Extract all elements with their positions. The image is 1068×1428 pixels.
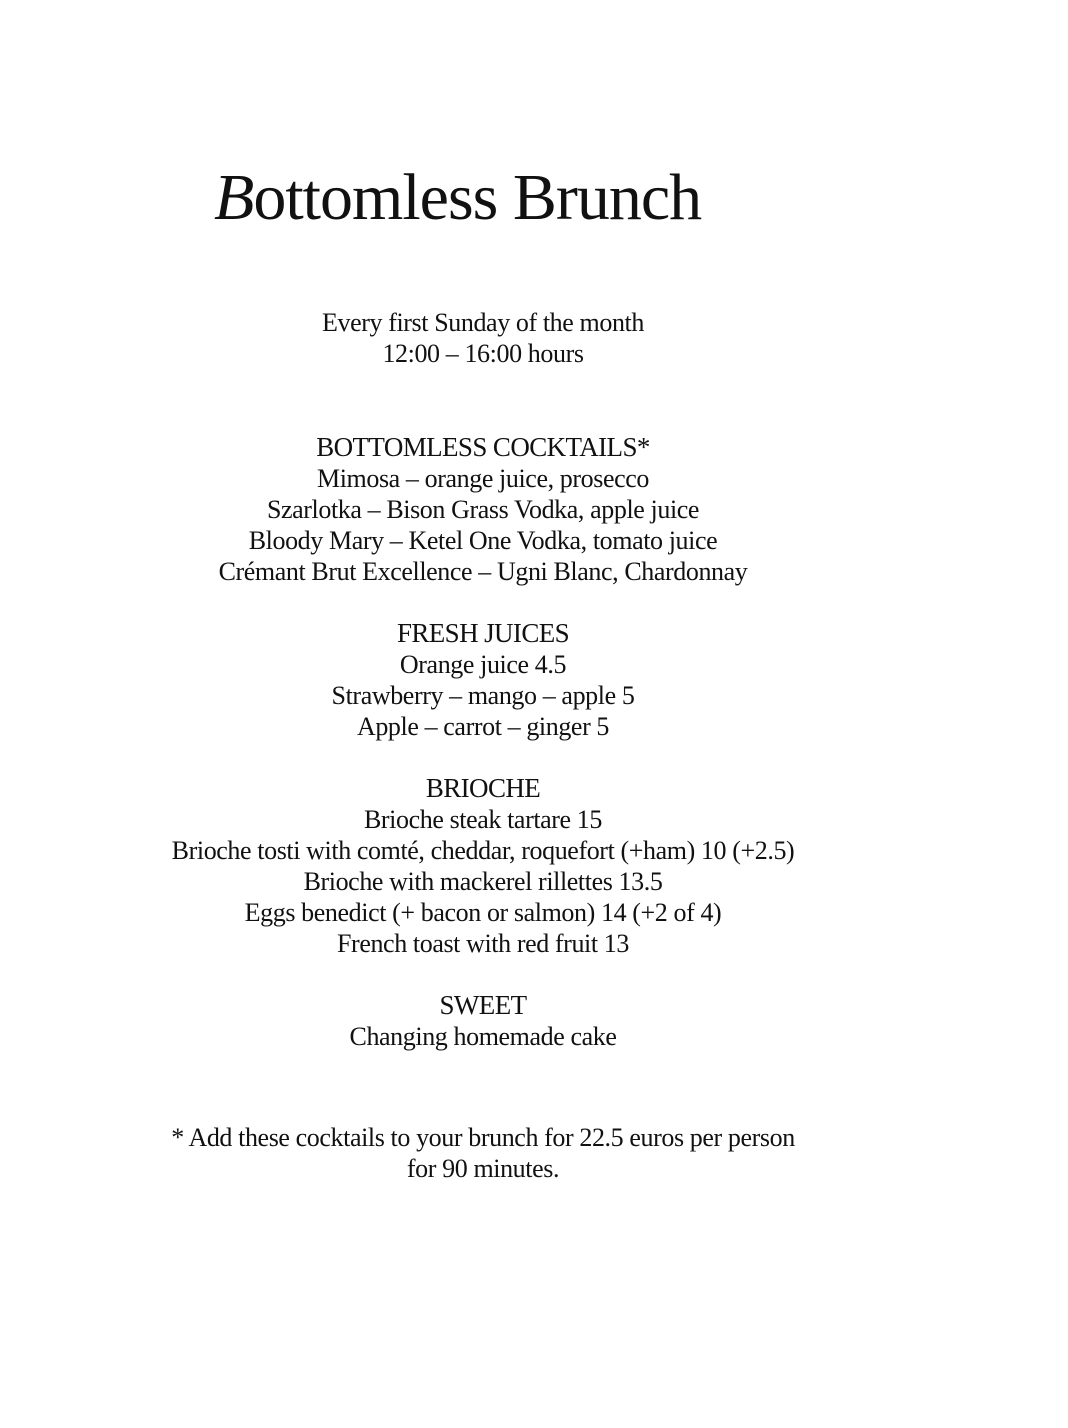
section-heading: SWEET <box>439 990 527 1020</box>
section-sweet <box>160 989 806 1052</box>
menu-item: Eggs benedict (+ bacon or salmon) 14 (+2 of 4) <box>244 898 722 927</box>
schedule-day: Every first Sunday of the month <box>322 308 644 337</box>
menu-item: Crémant Brut Excellence – Ugni Blanc, Chardonnay <box>218 557 748 586</box>
menu-item: French toast with red fruit 13 <box>337 929 629 958</box>
schedule-hours: 12:00 – 16:00 hours <box>382 339 584 368</box>
menu-content <box>160 307 806 1184</box>
section-heading: FRESH JUICES <box>396 618 570 648</box>
section-fresh-juices <box>160 617 806 742</box>
footnote-block <box>160 1122 806 1184</box>
menu-item: Bloody Mary – Ketel One Vodka, tomato juice <box>248 526 718 555</box>
page-title <box>214 158 701 238</box>
menu-item: Orange juice 4.5 <box>399 650 567 679</box>
schedule-info <box>160 307 806 369</box>
menu-item: Brioche tosti with comté, cheddar, roquefort (+ham) 10 (+2.5) <box>171 836 795 865</box>
menu-item: Strawberry – mango – apple 5 <box>331 681 635 710</box>
section-brioche <box>160 772 806 959</box>
title-rest: ottomless Brunch <box>253 161 702 234</box>
section-heading: BOTTOMLESS COCKTAILS* <box>316 432 650 462</box>
footnote-text: * Add these cocktails to your brunch for 22.5 euros per person for 90 minutes. <box>171 1123 795 1183</box>
menu-item: Changing homemade cake <box>349 1022 617 1051</box>
menu-item: Apple – carrot – ginger 5 <box>356 712 610 741</box>
menu-item: Brioche steak tartare 15 <box>363 805 602 834</box>
menu-item: Mimosa – orange juice, prosecco <box>317 464 649 493</box>
menu-item: Szarlotka – Bison Grass Vodka, apple juice <box>266 495 700 524</box>
title-initial: B <box>214 161 254 234</box>
menu-item: Brioche with mackerel rillettes 13.5 <box>303 867 663 896</box>
section-bottomless-cocktails <box>160 431 806 587</box>
section-heading: BRIOCHE <box>425 773 541 803</box>
